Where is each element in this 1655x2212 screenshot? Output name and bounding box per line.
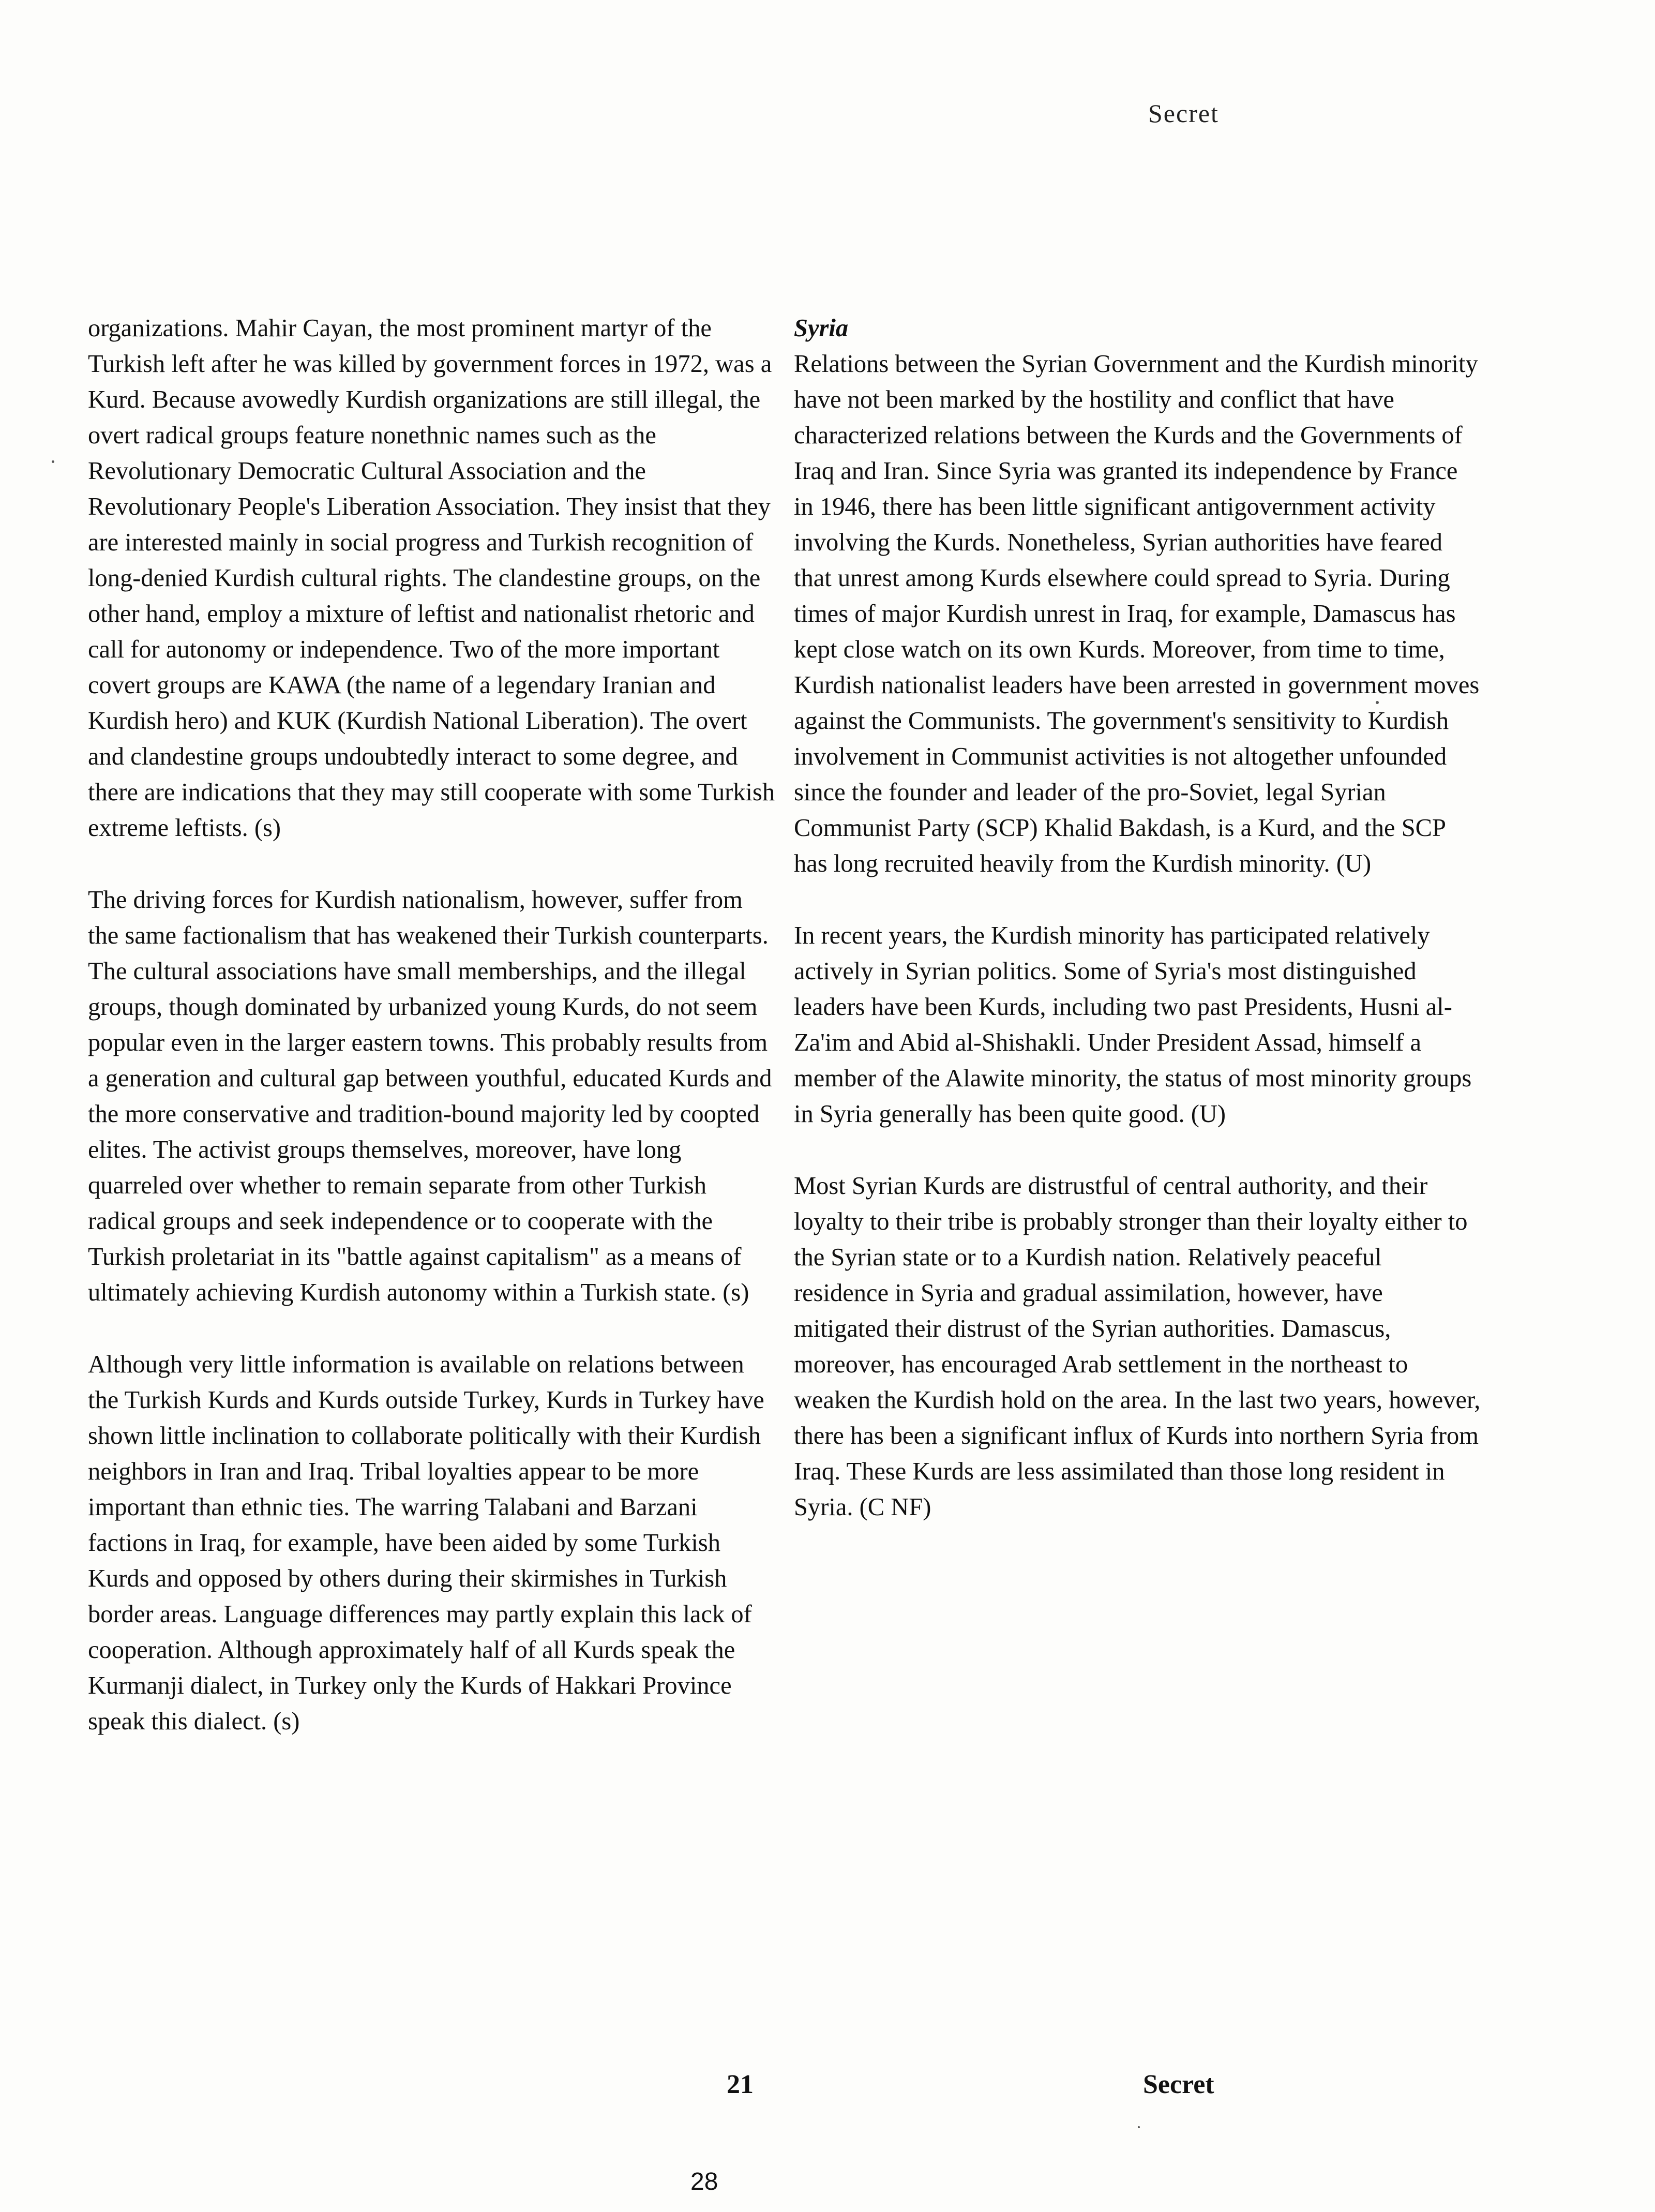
scan-speck [1376,701,1379,704]
sheet-number: 28 [690,2168,718,2195]
paragraph-syria-politics: In recent years, the Kurdish minority has participated relatively actively in Syrian politics. Some of Syria's most distinguished leaders have been Kurds, including two past Presidents, Husni al-Za'im and Abid al-Shishakli. Under President Assad, himself a member of the Alawite minority, the status of most minority groups in Syria generally has been quite good. (U) [794,922,1472,1128]
scan-speck [52,460,54,463]
section-title-syria: Syria [794,315,849,342]
paragraph-factionalism: The driving forces for Kurdish nationalism, however, suffer from the same factionalism that has weakened their Turkish counterparts. The cultural associations have small memberships, and the illegal groups, though dominated by urbanized young Kurds, do not seem popular even in the larger eastern towns. This probably results from a generation and cultural gap between youthful, educated Kurds and the more conservative and tradition-bound majority led by coopted elites. The activist groups themselves, moreover, have long quarreled over whether to remain separate from other Turkish radical groups and seek independence or to cooperate with the Turkish proletariat in its "battle against capitalism" as a means of ultimately achieving Kurdish autonomy within a Turkish state. (s) [88,886,772,1306]
paragraph-syria-loyalty: Most Syrian Kurds are distrustful of central authority, and their loyalty to their tribe is probably stronger than their loyalty either to the Syrian state or to a Kurdish nation. Relatively peaceful residence in Syria and gradual assimilation, however, have mitigated their distrust of the Syrian authorities. Damascus, moreover, has encouraged Arab settlement in the northeast to weaken the Kurdish hold on the area. In the last two years, however, there has been a significant influx of Kurds into northern Syria from Iraq. These Kurds are less assimilated than those long resident in Syria. (C NF) [794,1172,1481,1521]
page-number: 21 [727,2070,754,2099]
right-column [794,310,1482,1561]
left-column [88,310,776,1775]
scan-speck [1138,2126,1140,2128]
header-classification-mark: Secret [1148,99,1219,128]
footer-classification-mark: Secret [1143,2070,1214,2099]
paragraph-syria-relations: Relations between the Syrian Government and the Kurdish minority have not been marked by the hostility and conflict that have characterized relations between the Kurds and the Governments of Iraq and Iran. Since Syria was granted its independence by France in 1946, there has been little significant antigovernment activity involving the Kurds. Nonetheless, Syrian authorities have feared that unrest among Kurds elsewhere could spread to Syria. During times of major Kurdish unrest in Iraq, for example, Damascus has kept close watch on its own Kurds. Moreover, from time to time, Kurdish nationalist leaders have been arrested in government moves against the Communists. The government's sensitivity to Kurdish involvement in Communist activities is not altogether unfounded since the founder and leader of the pro-Soviet, legal Syrian Communist Party (SCP) Khalid Bakdash, is a Kurd, and the SCP has long recruited heavily from the Kurdish minority. (U) [794,350,1480,877]
paragraph-turkish-organizations: organizations. Mahir Cayan, the most prominent martyr of the Turkish left after he was killed by government forces in 1972, was a Kurd. Because avowedly Kurdish organizations are still illegal, the overt radical groups feature nonethnic names such as the Revolutionary Democratic Cultural Association and the Revolutionary People's Liberation Association. They insist that they are interested mainly in social progress and Turkish recognition of long-denied Kurdish cultural rights. The clandestine groups, on the other hand, employ a mixture of leftist and nationalist rhetoric and call for autonomy or independence. Two of the more important covert groups are KAWA (the name of a legendary Iranian and Kurdish hero) and KUK (Kurdish National Liberation). The overt and clandestine groups undoubtedly interact to some degree, and there are indications that they may still cooperate with some Turkish extreme leftists. (s) [88,315,775,842]
paragraph-cross-border-relations: Although very little information is available on relations between the Turkish Kurds and Kurds outside Turkey, Kurds in Turkey have shown little inclination to collaborate politically with their Kurdish neighbors in Iran and Iraq. Tribal loyalties appear to be more important than ethnic ties. The warring Talabani and Barzani factions in Iraq, for example, have been aided by some Turkish Kurds and opposed by others during their skirmishes in Turkish border areas. Language differences may partly explain this lack of cooperation. Although approximately half of all Kurds speak the Kurmanji dialect, in Turkey only the Kurds of Hakkari Province speak this dialect. (s) [88,1351,764,1735]
